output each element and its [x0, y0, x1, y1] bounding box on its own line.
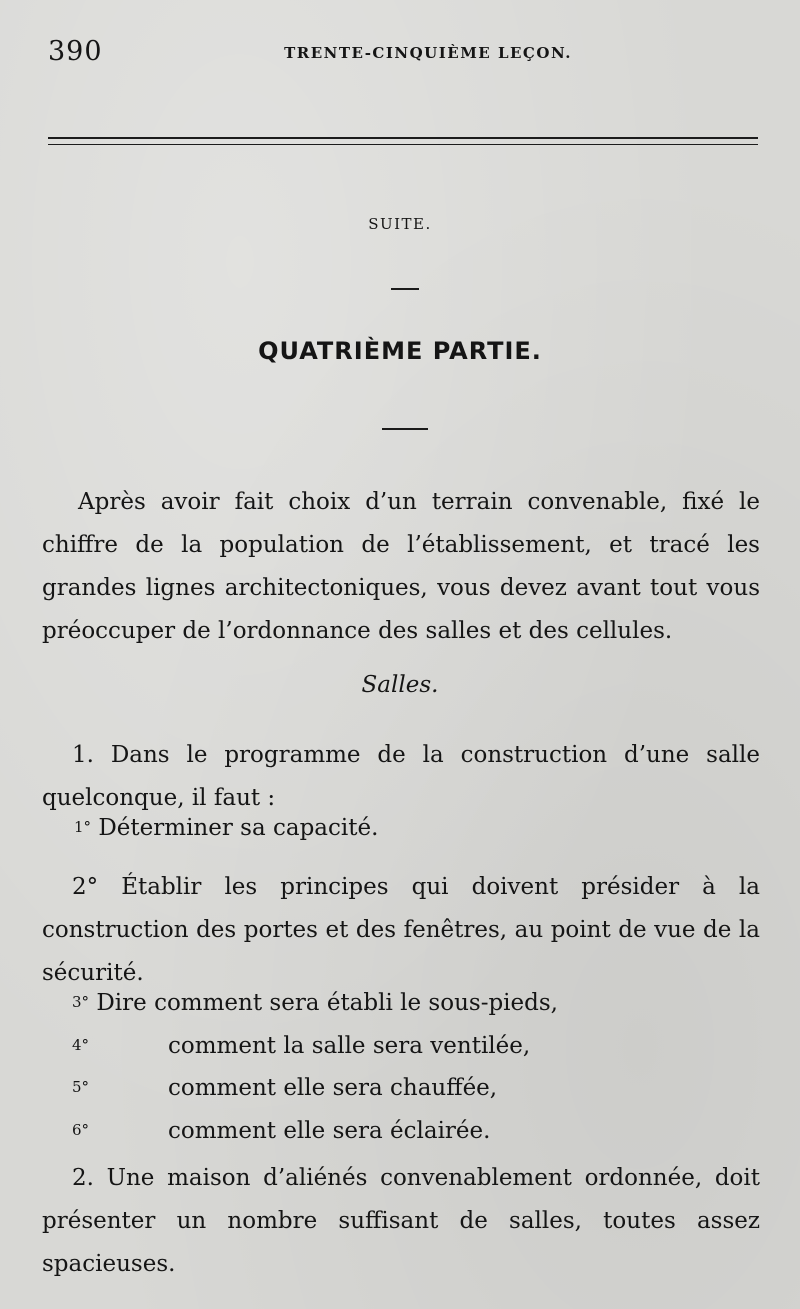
intro-paragraph: Après avoir fait choix d’un terrain convenable, fixé le chiffre de la population de l’établissement, et tracé les grandes lignes architectoniques, vous devez avant tout vous préoccuper de l’ordonnance des salles et des cellules.: [42, 489, 760, 644]
list-text: comment elle sera chauffée,: [168, 1075, 498, 1101]
suite-heading: SUITE.: [368, 215, 432, 233]
list-number: 4°: [72, 1036, 90, 1054]
page-number: 390: [48, 36, 103, 67]
list-number: 3°: [72, 993, 90, 1011]
list-item-3: [72, 990, 558, 1016]
part-title: QUATRIÈME PARTIE.: [258, 337, 542, 365]
list-number: 6°: [72, 1121, 90, 1139]
list-text: comment elle sera éclairée.: [168, 1118, 491, 1144]
paragraph-2: 2. Une maison d’aliénés convenablement ordonnée, doit présenter un nombre suffisant de salles, toutes assez spacieuses.: [42, 1165, 760, 1277]
list-number: 1°: [74, 818, 92, 836]
paragraph-1: 1. Dans le programme de la construction d’une salle quelconque, il faut :: [42, 742, 760, 811]
list-item-4: [72, 1033, 531, 1059]
list-number: 5°: [72, 1078, 90, 1096]
list-item-5: [72, 1075, 498, 1101]
separator-dash: [391, 288, 419, 290]
section-title: Salles.: [361, 672, 439, 698]
list-item-2: 2° Établir les principes qui doivent présider à la construction des portes et des fenêtres, au point de vue de la sécurité.: [42, 874, 760, 986]
running-head: TRENTE-CINQUIÈME LEÇON.: [284, 44, 572, 62]
header-rule-thin: [48, 144, 758, 145]
list-text: Déterminer sa capacité.: [98, 815, 379, 841]
header-rule-thick: [48, 137, 758, 139]
list-item-6: [72, 1118, 491, 1144]
separator-dash: [382, 428, 428, 430]
list-text: Dire comment sera établi le sous-pieds,: [96, 990, 558, 1016]
list-item-1: [74, 815, 378, 841]
list-text: comment la salle sera ventilée,: [168, 1033, 531, 1059]
page-header: [48, 36, 758, 70]
